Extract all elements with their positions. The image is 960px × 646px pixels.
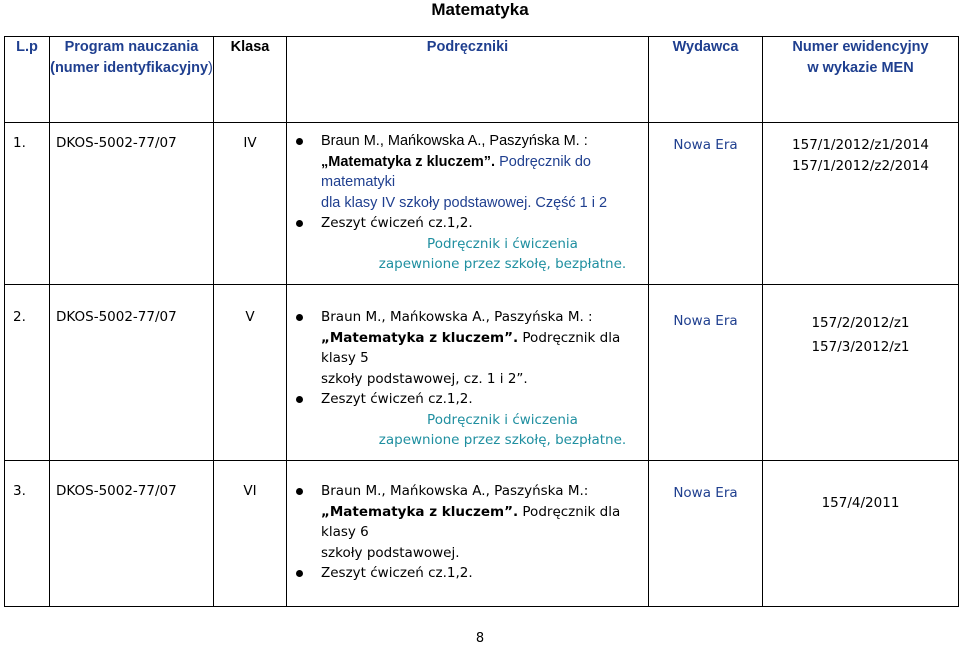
header-numer-line1: Numer ewidencyjny xyxy=(792,39,929,55)
book-item xyxy=(287,131,644,213)
book-authors: Braun M., Mańkowska A., Paszyńska M. : xyxy=(321,309,593,325)
book-authors: Braun M., Mańkowska A., Paszyńska M. : xyxy=(321,133,588,149)
bullet-icon xyxy=(296,396,303,403)
exercise-book: Zeszyt ćwiczeń cz.1,2. xyxy=(321,391,473,407)
header-numer xyxy=(763,37,959,123)
numer-ewidencyjny: 157/3/2012/z1 xyxy=(811,339,910,355)
row-numery xyxy=(763,461,959,607)
row-klasa: V xyxy=(214,285,287,461)
exercise-item xyxy=(287,389,644,410)
header-klasa: Klasa xyxy=(214,37,287,123)
row-lp: 2. xyxy=(5,285,50,461)
header-program-line1: Program nauczania xyxy=(64,39,199,55)
header-program-paren: ) xyxy=(208,60,213,76)
bullet-icon xyxy=(296,220,303,227)
book-description: Podręcznik do matematyki xyxy=(321,153,591,190)
exercise-item xyxy=(287,563,644,584)
header-program-line2: (numer identyfikacyjny xyxy=(50,60,209,76)
row-numery xyxy=(763,285,959,461)
free-note-2: zapewnione przez szkołę, bezpłatne. xyxy=(378,432,627,448)
exercise-book: Zeszyt ćwiczeń cz.1,2. xyxy=(321,215,473,231)
row-books xyxy=(287,285,649,461)
bullet-icon xyxy=(296,138,303,145)
numer-ewidencyjny: 157/1/2012/z2/2014 xyxy=(792,157,929,174)
free-note-2: zapewnione przez szkołę, bezpłatne. xyxy=(378,256,627,272)
row-wydawca: Nowa Era xyxy=(649,123,763,285)
row-program: DKOS-5002-77/07 xyxy=(50,123,214,285)
row-klasa: VI xyxy=(214,461,287,607)
page-title: Matematyka xyxy=(431,0,529,19)
row-program: DKOS-5002-77/07 xyxy=(50,461,214,607)
book-description: Podręcznik dla klasy 5 xyxy=(321,329,621,366)
book-description-2: dla klasy IV szkoły podstawowej. xyxy=(321,194,532,211)
book-title: „Matematyka z kluczem”. xyxy=(321,153,496,170)
row-klasa: IV xyxy=(214,123,287,285)
header-numer-line2: w wykazie MEN xyxy=(807,60,914,76)
row-program: DKOS-5002-77/07 xyxy=(50,285,214,461)
book-description-2: szkoły podstawowej. xyxy=(321,544,460,561)
table-row xyxy=(5,461,959,607)
header-wydawca: Wydawca xyxy=(649,37,763,123)
table-row xyxy=(5,123,959,285)
row-wydawca: Nowa Era xyxy=(649,461,763,607)
row-numery xyxy=(763,123,959,285)
numer-ewidencyjny: 157/2/2012/z1 xyxy=(811,315,910,331)
row-lp: 3. xyxy=(5,461,50,607)
row-wydawca: Nowa Era xyxy=(649,285,763,461)
exercise-book: Zeszyt ćwiczeń cz.1,2. xyxy=(321,565,473,581)
book-authors: Braun M., Mańkowska A., Paszyńska M.: xyxy=(321,483,589,499)
row-books xyxy=(287,123,649,285)
curriculum-table xyxy=(4,36,959,607)
book-parts: Część 1 i 2 xyxy=(531,194,608,211)
bullet-icon xyxy=(296,314,303,321)
numer-ewidencyjny: 157/4/2011 xyxy=(821,495,900,511)
header-podreczniki: Podręczniki xyxy=(287,37,649,123)
header-row xyxy=(5,37,959,123)
page-number: 8 xyxy=(475,631,485,646)
header-program xyxy=(50,37,214,123)
free-note-1: Podręcznik i ćwiczenia xyxy=(427,235,578,252)
book-description-2: szkoły podstawowej, cz. 1 i 2”. xyxy=(321,370,528,387)
free-note-1: Podręcznik i ćwiczenia xyxy=(427,411,578,428)
header-lp: L.p xyxy=(5,37,50,123)
book-description: Podręcznik dla klasy 6 xyxy=(321,503,621,540)
exercise-item xyxy=(287,213,644,234)
bullet-icon xyxy=(296,488,303,495)
row-lp: 1. xyxy=(5,123,50,285)
row-books xyxy=(287,461,649,607)
book-title: „Matematyka z kluczem”. xyxy=(321,503,519,520)
book-title: „Matematyka z kluczem”. xyxy=(321,329,519,346)
book-item xyxy=(287,481,644,563)
book-item xyxy=(287,307,644,389)
numer-ewidencyjny: 157/1/2012/z1/2014 xyxy=(792,137,929,153)
bullet-icon xyxy=(296,570,303,577)
table-row xyxy=(5,285,959,461)
